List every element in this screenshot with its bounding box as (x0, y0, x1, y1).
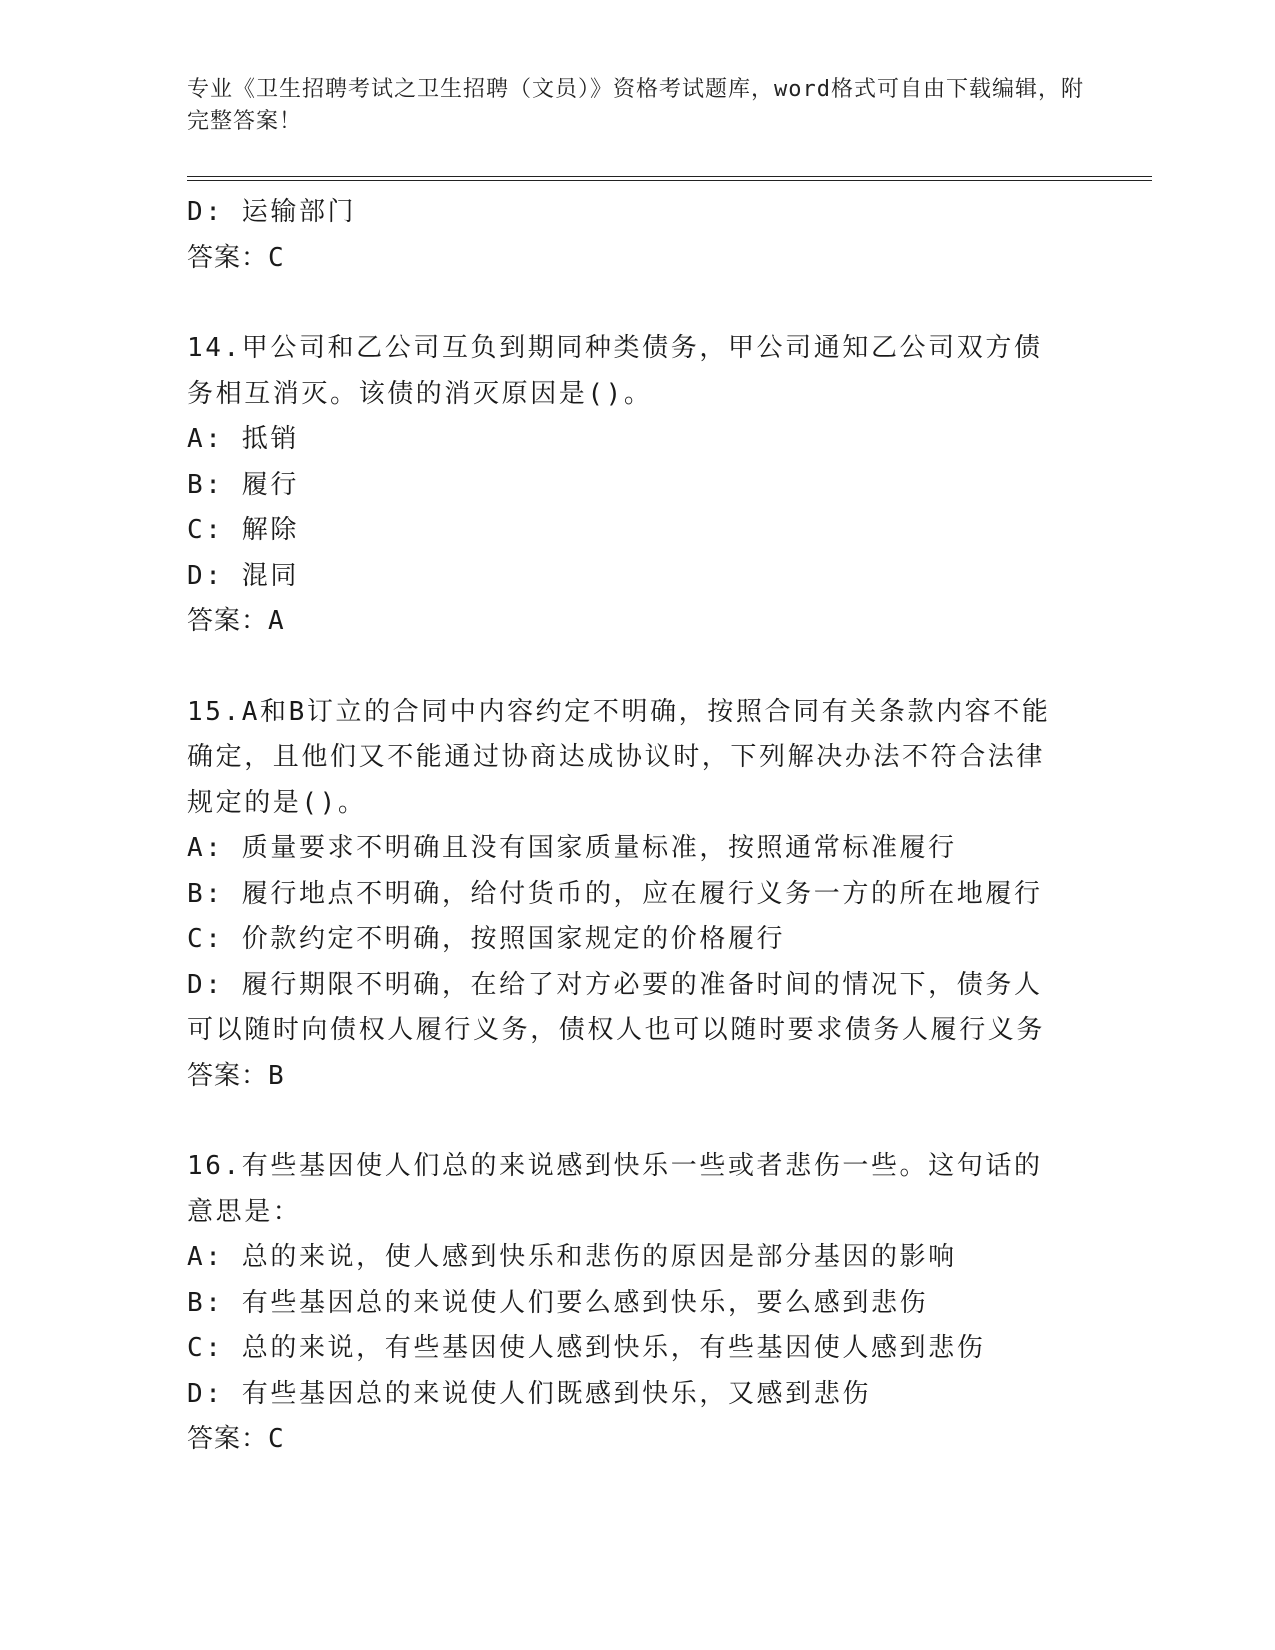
question-stem: 16.有些基因使人们总的来说感到快乐一些或者悲伤一些。这句话的意思是： (187, 1151, 1043, 1227)
option-d: D: 履行期限不明确，在给了对方必要的准备时间的情况下，债务人可以随时向债权人履行义务，债权人也可以随时要求债务人履行义务 (187, 969, 1046, 1045)
answer-value: C (268, 1424, 285, 1454)
answer-label: 答案： (187, 1424, 269, 1454)
option-a: A: 质量要求不明确且没有国家质量标准，按照通常标准履行 (187, 833, 957, 863)
answer-value: C (268, 242, 285, 273)
question-block (187, 326, 1087, 645)
spacer (187, 1099, 1087, 1144)
answer-value: B (268, 1060, 285, 1091)
answer-line (187, 236, 1087, 282)
option-c: C: 解除 (187, 515, 299, 545)
option-b: B: 履行地点不明确，给付货币的，应在履行义务一方的所在地履行 (187, 878, 1043, 909)
option-a: A: 总的来说，使人感到快乐和悲伤的原因是部分基因的影响 (187, 1242, 957, 1272)
question-block (187, 690, 1087, 1100)
option-b: B: 履行 (187, 469, 299, 500)
document-header: 专业《卫生招聘考试之卫生招聘（文员）》资格考试题库，word格式可自由下载编辑，附完整答案！ (187, 77, 1084, 134)
answer-line (187, 599, 1087, 645)
question-stem: 15.A和B订立的合同中内容约定不明确，按照合同有关条款内容不能确定，且他们又不能通过协商达成协议时，下列解决办法不符合法律规定的是()。 (187, 696, 1051, 818)
option-a: A: 抵销 (187, 424, 299, 454)
spacer (187, 645, 1087, 690)
option-c: C: 总的来说，有些基因使人感到快乐，有些基因使人感到悲伤 (187, 1333, 986, 1363)
option-d: D: 有些基因总的来说使人们既感到快乐，又感到悲伤 (187, 1378, 871, 1409)
spacer (187, 281, 1087, 326)
question-block (187, 1144, 1087, 1463)
answer-value: A (268, 606, 285, 636)
option-c: C: 价款约定不明确，按照国家规定的价格履行 (187, 924, 786, 954)
answer-label: 答案： (187, 606, 269, 636)
question-list (187, 190, 1087, 1463)
option-b: B: 有些基因总的来说使人们要么感到快乐，要么感到悲伤 (187, 1287, 929, 1318)
answer-label: 答案： (187, 1060, 269, 1091)
header-divider (187, 176, 1152, 181)
answer-line (187, 1054, 1087, 1100)
answer-line (187, 1417, 1087, 1463)
option-d: D: 运输部门 (187, 197, 357, 227)
question-stem: 14.甲公司和乙公司互负到期同种类债务，甲公司通知乙公司双方债务相互消灭。该债的消灭原因是()。 (187, 333, 1043, 409)
answer-label: 答案： (187, 242, 269, 273)
option-d: D: 混同 (187, 560, 299, 591)
